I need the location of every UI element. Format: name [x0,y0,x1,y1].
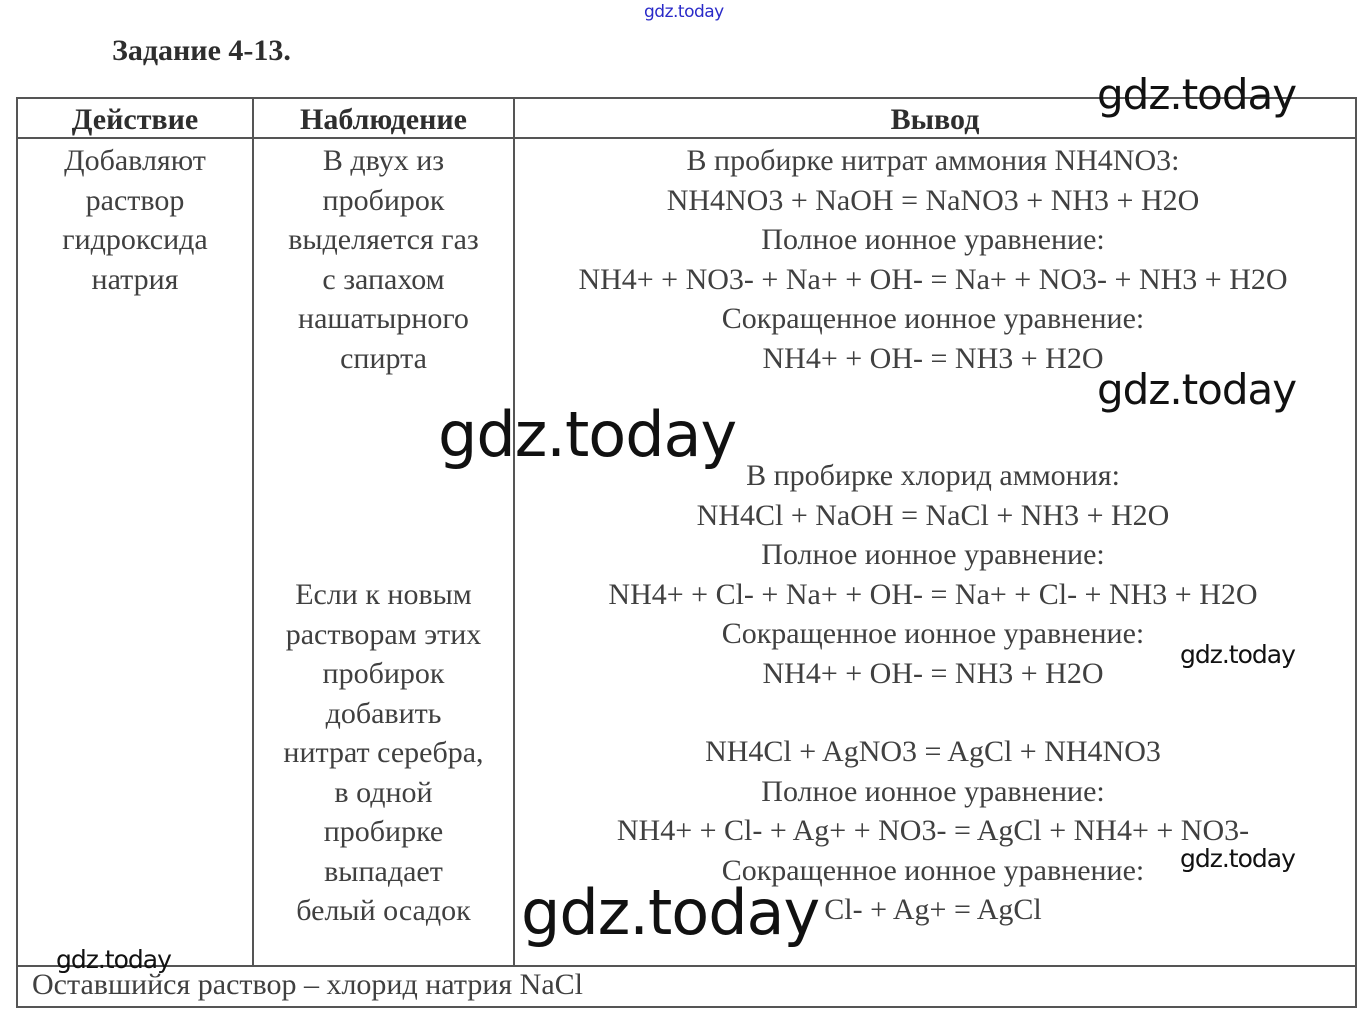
table-bottom-border [16,1006,1356,1008]
watermark: gdz.today [1097,365,1297,414]
conclusion-line: Сокращенное ионное уравнение: [721,853,1145,887]
conclusion-line: Полное ионное уравнение: [761,538,1105,571]
observation-line: выпадает [324,854,443,888]
observation-cell-2 [254,575,513,931]
equation-molecular: NH4Cl + NaOH = NaCl + NH3 + H2O [696,498,1170,532]
observation-line: выделяется газ [288,223,479,256]
action-line: раствор [85,183,185,217]
observation-line: нашатырного [298,302,469,335]
watermark: gdz.today [1180,640,1295,669]
header-action: Действие [71,103,199,136]
conclusion-line: Полное ионное уравнение: [761,774,1105,808]
equation-short-ionic: NH4+ + OH- = NH3 + H2O [762,656,1104,690]
observation-line: добавить [325,696,442,730]
equation-full-ionic: NH4+ + Cl- + Na+ + OH- = Na+ + Cl- + NH3 + H2O [608,577,1258,611]
observation-line: Если к новым [295,578,472,611]
observation-line: пробирке [323,815,444,848]
conclusion-line: Полное ионное уравнение: [761,223,1105,256]
observation-line: пробирок [322,183,445,217]
watermark: gdz.today [438,398,737,471]
footer-top-border [16,965,1356,967]
observation-line: спирта [340,341,427,375]
header-conclusion: Вывод [890,103,980,136]
equation-molecular: NH4NO3 + NaOH = NaNO3 + NH3 + H2O [666,183,1200,217]
observation-line: пробирок [322,657,445,690]
watermark-top: gdz.today [644,2,724,22]
watermark: gdz.today [56,945,171,974]
conclusion-line: Сокращенное ионное уравнение: [721,302,1145,335]
equation-molecular: NH4Cl + AgNO3 = AgCl + NH4NO3 [705,735,1161,768]
column-divider-2 [513,97,515,967]
action-line: натрия [91,262,179,296]
action-cell [18,141,252,299]
watermark: gdz.today [521,876,820,949]
footer-conclusion: Оставшийся раствор – хлорид натрия NaCl [32,968,584,1001]
action-line: гидроксида [62,223,208,256]
conclusion-ammonium-nitrate [516,141,1350,378]
task-title: Задание 4-13. [112,34,291,67]
observation-line: с запахом [322,262,445,296]
conclusion-line: В пробирке нитрат аммония NH4NO3: [686,144,1180,177]
observation-line: белый осадок [296,894,471,927]
conclusion-line: В пробирке хлорид аммония: [746,459,1120,492]
observation-cell-1 [254,141,513,378]
equation-short-ionic: Cl- + Ag+ = AgCl [824,893,1042,926]
watermark: gdz.today [1097,70,1297,119]
observation-line: В двух из [322,144,445,177]
equation-full-ionic: NH4+ + NO3- + Na+ + OH- = Na+ + NO3- + NH3 + H2O [578,262,1288,296]
watermark: gdz.today [1180,844,1295,873]
action-line: Добавляют [64,144,206,177]
equation-short-ionic: NH4+ + OH- = NH3 + H2O [762,341,1104,375]
equation-full-ionic: NH4+ + Cl- + Ag+ + NO3- = AgCl + NH4+ + NO3- [616,814,1250,847]
table-right-border [1355,97,1357,1008]
observation-line: растворам этих [285,617,482,651]
header-observation: Наблюдение [299,103,467,136]
observation-line: в одной [334,775,433,809]
conclusion-line: Сокращенное ионное уравнение: [721,617,1145,650]
observation-line: нитрат серебра, [283,736,484,769]
